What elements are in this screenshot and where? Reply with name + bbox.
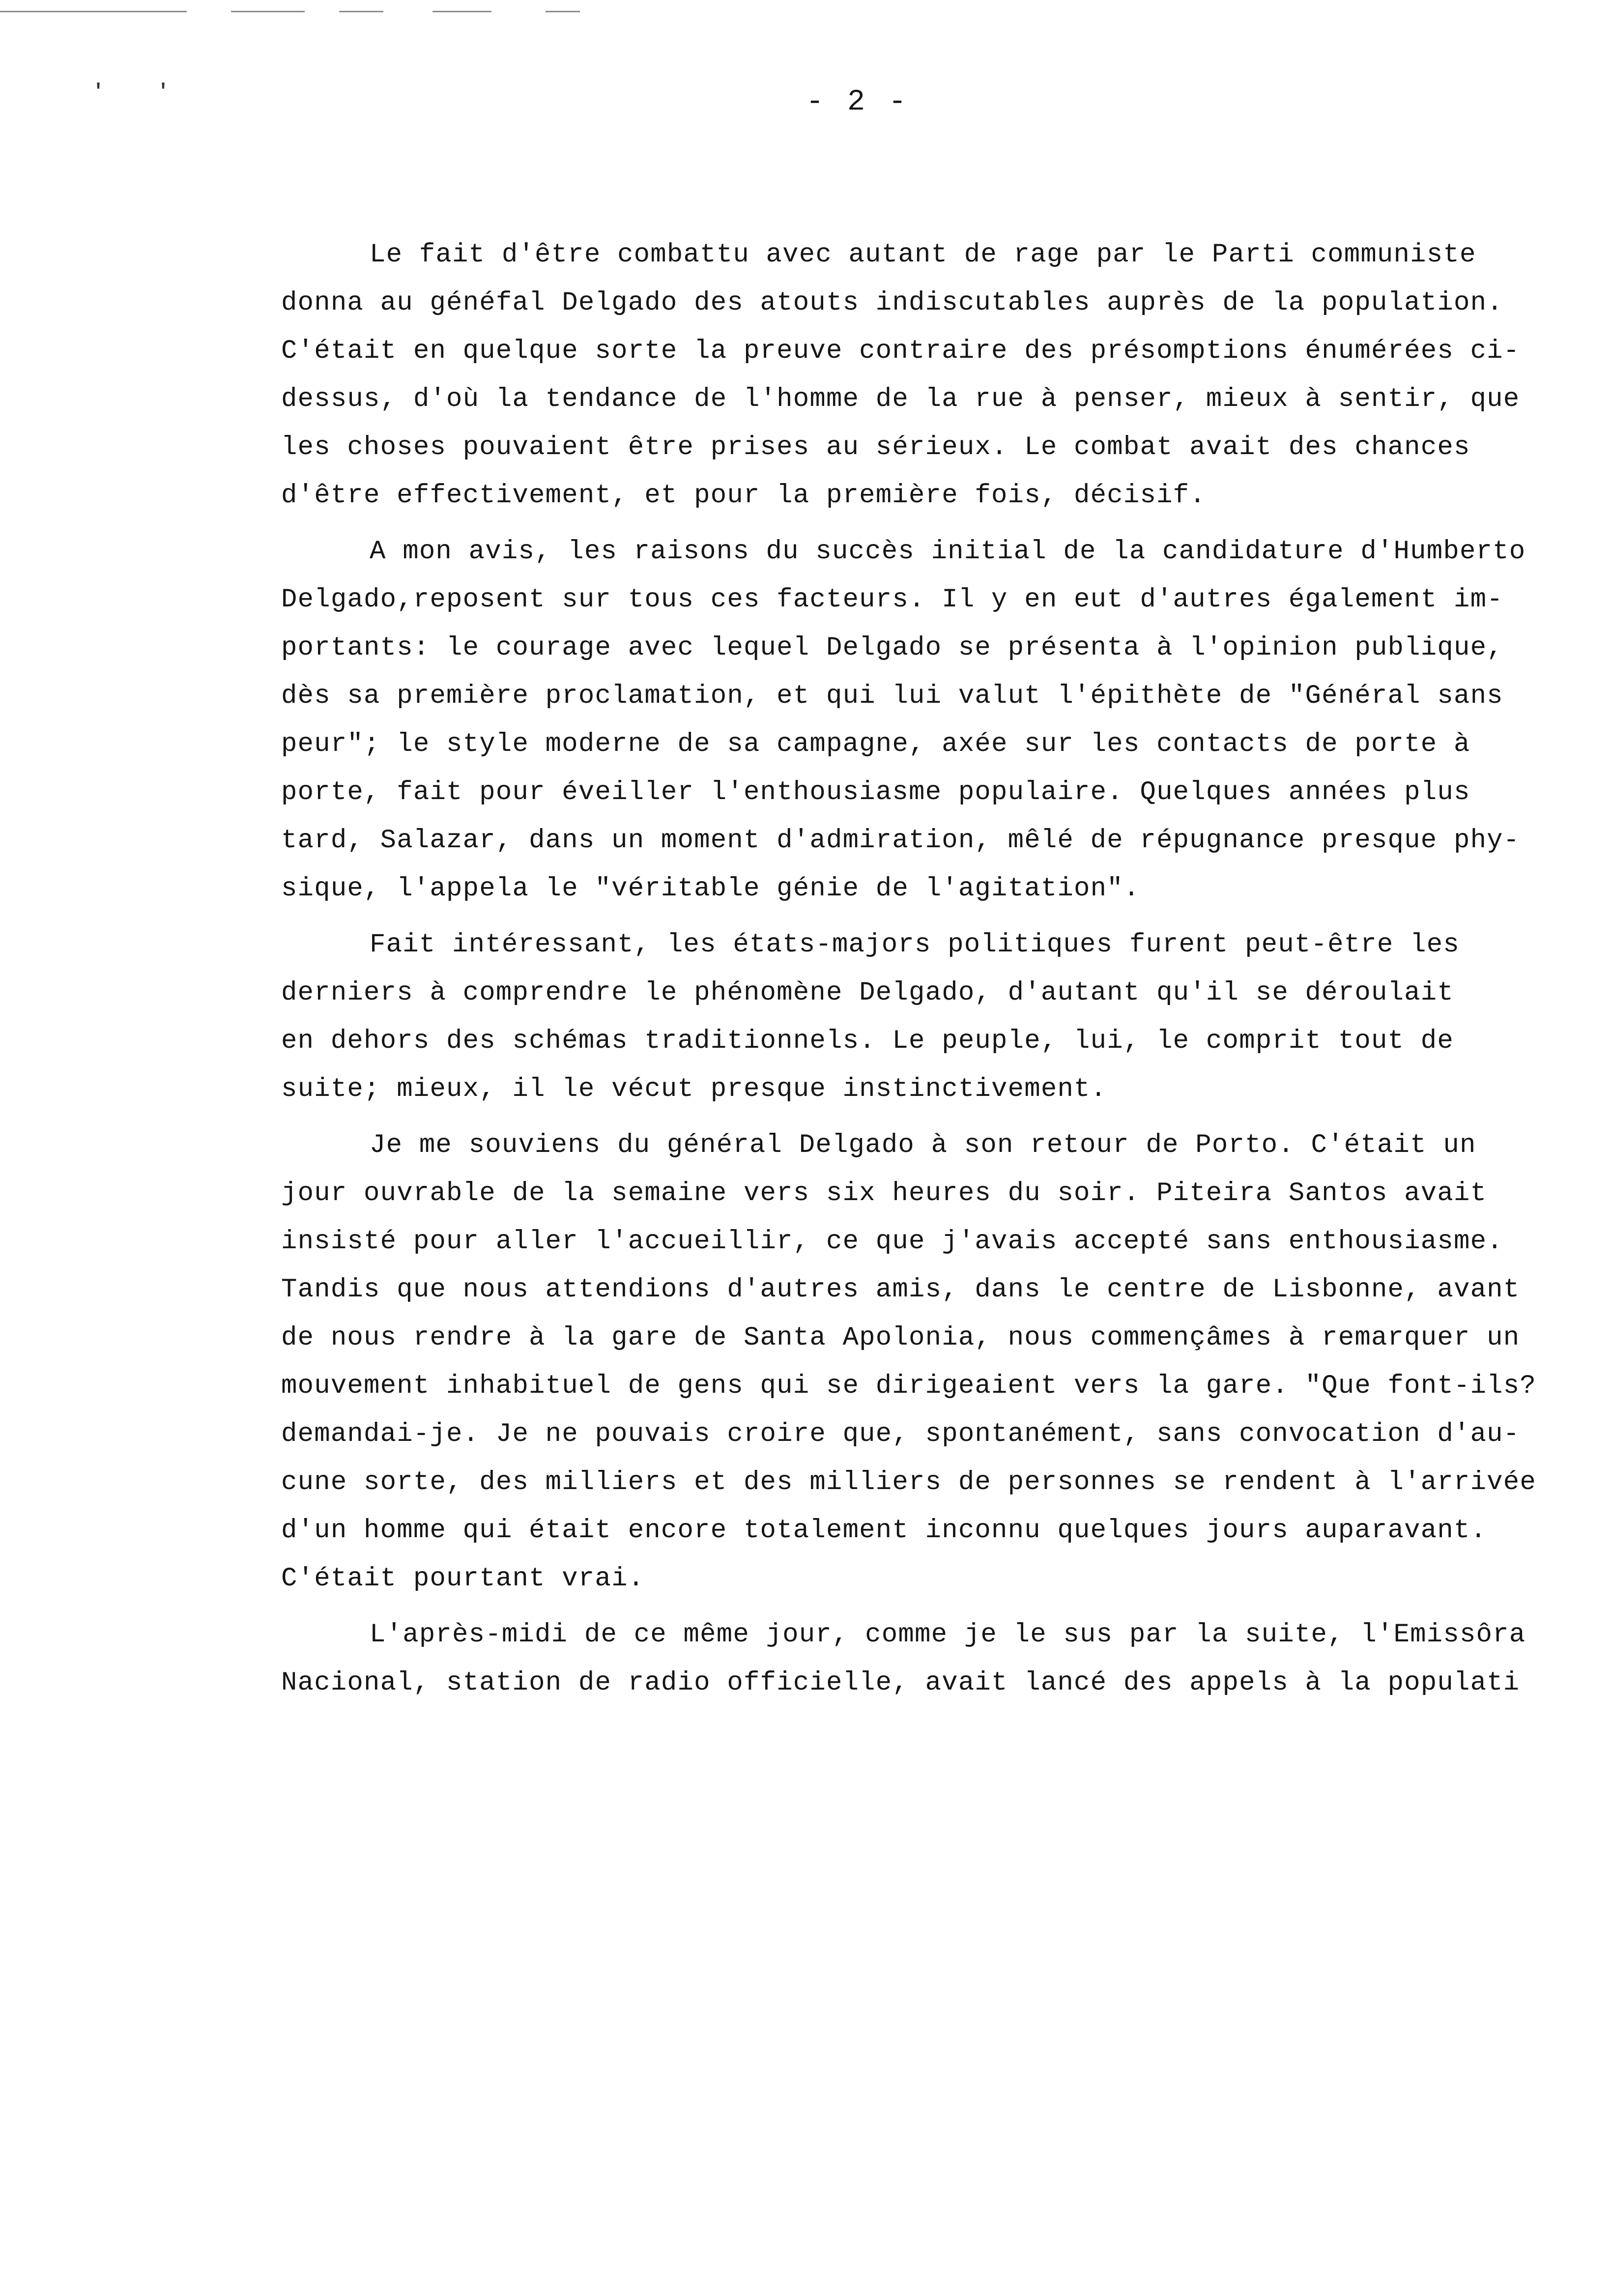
document-body xyxy=(281,231,1608,1707)
page-number: - 2 - xyxy=(806,86,910,119)
paragraph-first-line: L'après-midi de ce même jour, comme je le sus par la suite, l'Emissôra xyxy=(370,1620,1526,1650)
paragraph-gap xyxy=(281,520,1608,528)
text-line: derniers à comprendre le phénomène Delgado, d'autant qu'il se déroulait xyxy=(281,978,1454,1008)
scan-rule-top-3 xyxy=(339,11,383,12)
text-line: jour ouvrable de la semaine vers six heures du soir. Piteira Santos avait xyxy=(281,1178,1487,1208)
scan-rule-top-4 xyxy=(432,11,491,12)
text-line: peur"; le style moderne de sa campagne, axée sur les contacts de porte à xyxy=(281,729,1470,759)
text-line: d'un homme qui était encore totalement inconnu quelques jours auparavant. xyxy=(281,1516,1487,1546)
text-line: cune sorte, des milliers et des milliers de personnes se rendent à l'arrivée xyxy=(281,1467,1537,1497)
text-line: C'était pourtant vrai. xyxy=(281,1564,645,1594)
text-line: Nacional, station de radio officielle, avait lancé des appels à la populati xyxy=(281,1668,1520,1698)
text-line: portants: le courage avec lequel Delgado se présenta à l'opinion publique, xyxy=(281,633,1503,663)
text-line: insisté pour aller l'accueillir, ce que j'avais accepté sans enthousiasme. xyxy=(281,1227,1503,1257)
scan-rule-top-1 xyxy=(0,11,187,12)
margin-mark-1: ' xyxy=(92,81,105,103)
text-line: suite; mieux, il le vécut presque instinctivement. xyxy=(281,1074,1107,1104)
text-line: en dehors des schémas traditionnels. Le peuple, lui, le comprit tout de xyxy=(281,1026,1454,1056)
paragraph-gap xyxy=(281,1603,1608,1611)
text-line: C'était en quelque sorte la preuve contraire des présomptions énumérées ci- xyxy=(281,336,1520,366)
paragraph xyxy=(281,231,1608,520)
scan-rule-top-5 xyxy=(546,11,580,12)
text-line: Tandis que nous attendions d'autres amis, dans le centre de Lisbonne, avant xyxy=(281,1275,1520,1305)
text-line: Delgado,reposent sur tous ces facteurs. Il y en eut d'autres également im- xyxy=(281,585,1503,615)
paragraph-first-line: Je me souviens du général Delgado à son retour de Porto. C'était un xyxy=(370,1130,1476,1160)
paragraph-first-line: Le fait d'être combattu avec autant de rage par le Parti communiste xyxy=(370,240,1476,270)
text-line: dessus, d'où la tendance de l'homme de la rue à penser, mieux à sentir, que xyxy=(281,384,1520,414)
paragraph-first-line: A mon avis, les raisons du succès initial de la candidature d'Humberto xyxy=(370,537,1526,567)
paragraph xyxy=(281,921,1608,1114)
text-line: porte, fait pour éveiller l'enthousiasme populaire. Quelques années plus xyxy=(281,777,1470,807)
text-line: dès sa première proclamation, et qui lui valut l'épithète de "Général sans xyxy=(281,681,1503,711)
paragraph-gap xyxy=(281,913,1608,921)
scan-rule-top-2 xyxy=(231,11,305,12)
text-line: de nous rendre à la gare de Santa Apolonia, nous commençâmes à remarquer un xyxy=(281,1323,1520,1353)
text-line: mouvement inhabituel de gens qui se dirigeaient vers la gare. "Que font-ils? xyxy=(281,1371,1537,1401)
paragraph-first-line: Fait intéressant, les états-majors politiques furent peut-être les xyxy=(370,930,1460,960)
text-line: demandai-je. Je ne pouvais croire que, spontanément, sans convocation d'au- xyxy=(281,1419,1520,1449)
text-line: les choses pouvaient être prises au sérieux. Le combat avait des chances xyxy=(281,432,1470,462)
paragraph-gap xyxy=(281,1114,1608,1121)
text-line: tard, Salazar, dans un moment d'admiration, mêlé de répugnance presque phy- xyxy=(281,826,1520,856)
margin-mark-2: ' xyxy=(157,81,170,103)
text-line: sique, l'appela le "véritable génie de l'agitation". xyxy=(281,874,1140,904)
text-line: d'être effectivement, et pour la première fois, décisif. xyxy=(281,481,1206,511)
text-line: donna au généfal Delgado des atouts indiscutables auprès de la population. xyxy=(281,288,1503,318)
paragraph xyxy=(281,528,1608,913)
paragraph xyxy=(281,1611,1608,1707)
paragraph xyxy=(281,1121,1608,1603)
